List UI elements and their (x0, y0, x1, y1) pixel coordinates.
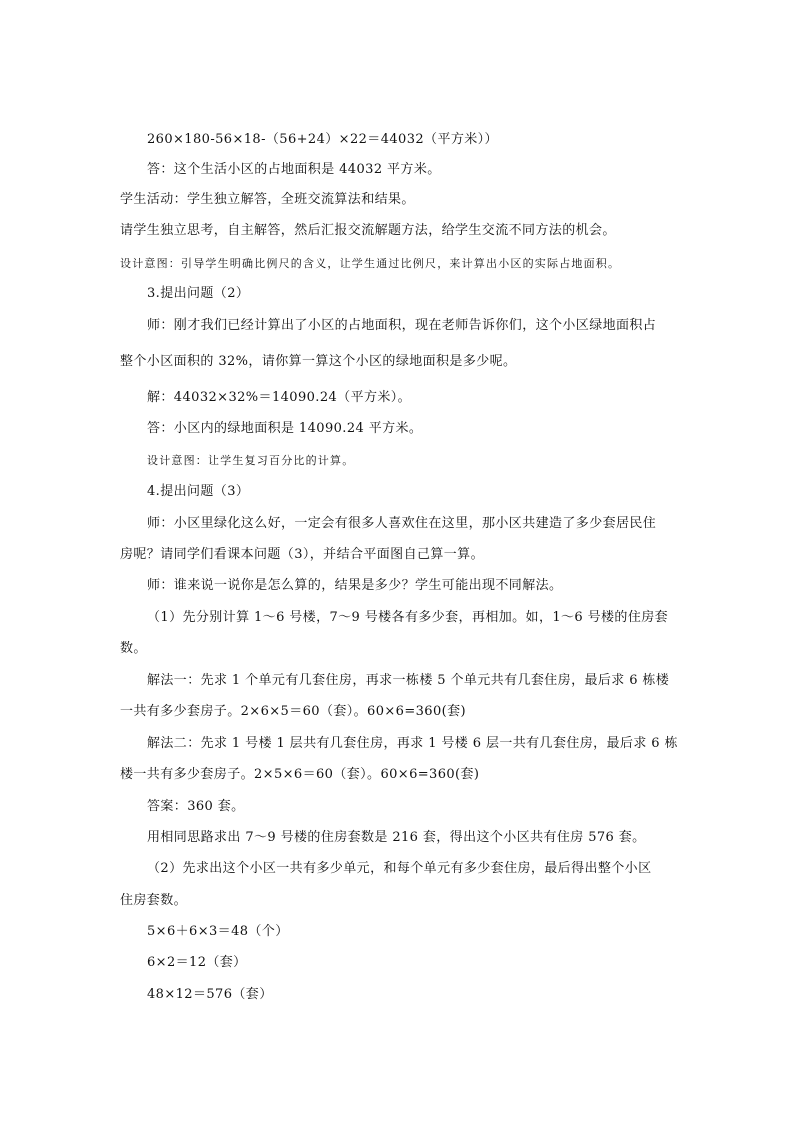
solution-1: 解法一：先求 1 个单元有几套住房，再求一栋楼 5 个单元共有几套住房，最后求 6 栋楼 (147, 673, 670, 688)
solution-green-area: 解：44032×32%＝14090.24（平方米）。 (147, 390, 412, 405)
instruction-text: 请学生独立思考，自主解答，然后汇报交流解题方法，给学生交流不同方法的机会。 (120, 223, 616, 238)
formula-area: 260×180-56×18-（56+24）×22＝44032（平方米）） (147, 132, 498, 147)
summary-576: 用相同思路求出 7～9 号楼的住房套数是 216 套，得出这个小区共有住房 576 套。 (147, 830, 646, 845)
calc-units: 5×6＋6×3＝48（个） (147, 924, 289, 939)
question-2-heading: 3.提出问题（2） (147, 286, 250, 301)
calc-per-unit: 6×2＝12（套） (147, 955, 247, 970)
method-1-intro-cont: 数。 (120, 641, 147, 656)
answer-area: 答：这个生活小区的占地面积是 44032 平方米。 (147, 162, 441, 177)
teacher-text-2-cont: 房呢？请同学们看课本问题（3），并结合平面图自己算一算。 (120, 547, 484, 562)
calc-total: 48×12＝576（套） (147, 987, 273, 1002)
solution-2-cont: 楼一共有多少套房子。2×5×6＝60（套）。60×6=360(套) (120, 767, 480, 782)
method-2-intro: （2）先求出这个小区一共有多少单元，和每个单元有多少套住房，最后得出整个小区 (147, 861, 652, 876)
answer-360: 答案：360 套。 (147, 799, 245, 814)
design-intent-1: 设计意图：引导学生明确比例尺的含义，让学生通过比例尺，来计算出小区的实际占地面积。 (120, 257, 621, 270)
teacher-text-1: 师：刚才我们已经计算出了小区的占地面积，现在老师告诉你们，这个小区绿地面积占 (147, 318, 657, 333)
question-3-heading: 4.提出问题（3） (147, 484, 250, 499)
answer-green-area: 答：小区内的绿地面积是 14090.24 平方米。 (147, 421, 423, 436)
teacher-text-1-cont: 整个小区面积的 32%，请你算一算这个小区的绿地面积是多少呢。 (120, 354, 517, 369)
solution-2: 解法二：先求 1 号楼 1 层共有几套住房，再求 1 号楼 6 层一共有几套住房，最后求 6 栋 (147, 736, 678, 751)
teacher-text-2: 师：小区里绿化这么好，一定会有很多人喜欢住在这里，那小区共建造了多少套居民住 (147, 516, 657, 531)
method-1-intro: （1）先分别计算 1～6 号楼，7～9 号楼各有多少套，再相加。如，1～6 号楼的住房套 (147, 610, 669, 625)
method-2-intro-cont: 住房套数。 (120, 893, 188, 908)
teacher-text-3: 师：谁来说一说你是怎么算的，结果是多少？学生可能出现不同解法。 (147, 578, 563, 593)
solution-1-cont: 一共有多少套房子。2×6×5＝60（套）。60×6=360(套) (120, 704, 466, 719)
design-intent-2: 设计意图：让学生复习百分比的计算。 (147, 454, 355, 467)
student-activity: 学生活动：学生独立解答，全班交流算法和结果。 (120, 192, 415, 207)
